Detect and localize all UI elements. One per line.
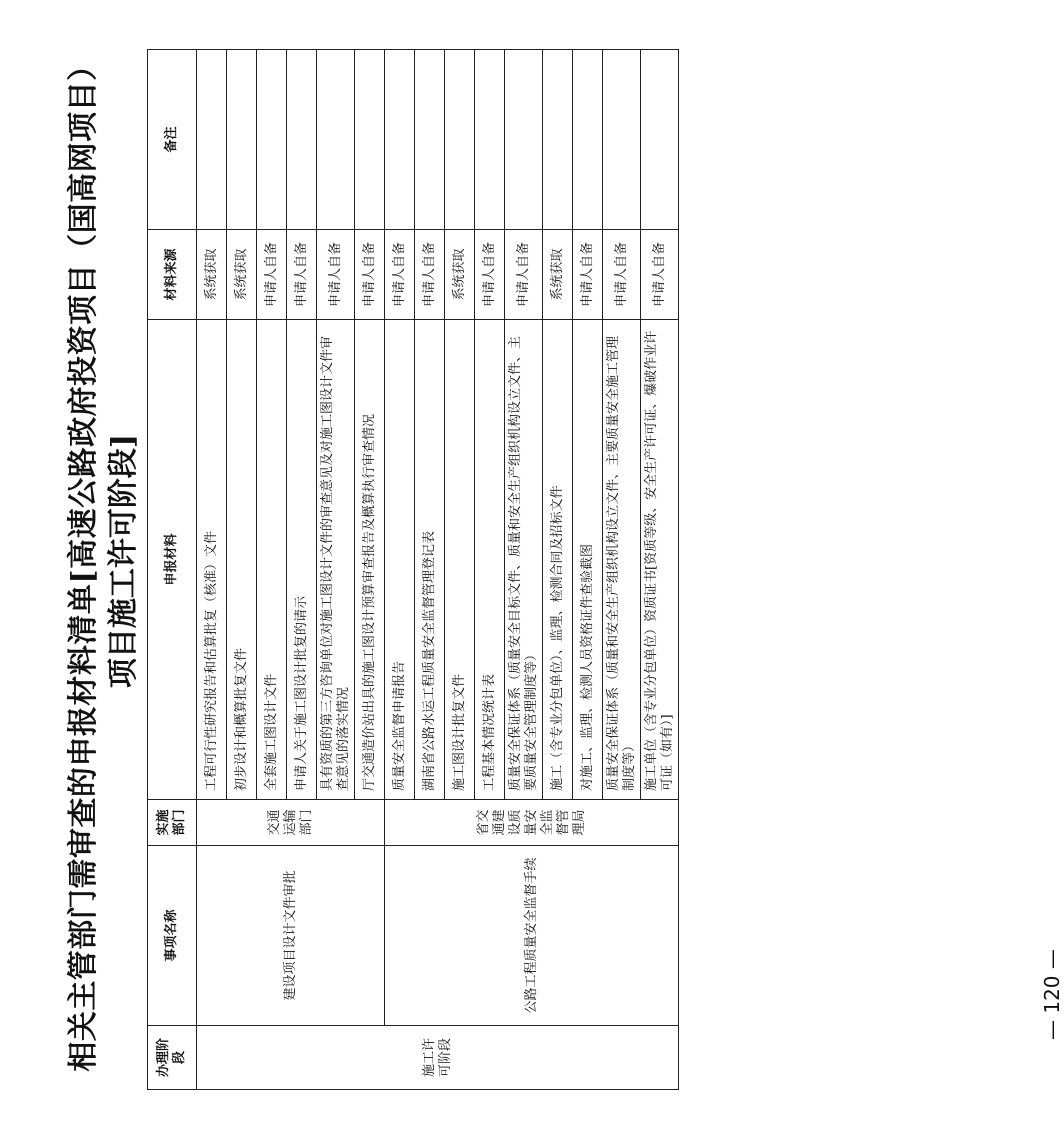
material-cell: 工程基本情况统计表 (475, 320, 505, 800)
source-cell: 申请人自备 (287, 230, 317, 320)
note-cell (385, 50, 415, 230)
table-header-row (148, 50, 197, 1090)
material-cell: 施工（含专业分包单位）、监理、检测合同及招标文件 (543, 320, 573, 800)
note-cell (317, 50, 355, 230)
source-cell: 申请人自备 (475, 230, 505, 320)
source-cell: 申请人自备 (603, 230, 641, 320)
note-cell (475, 50, 505, 230)
note-cell (355, 50, 385, 230)
page-title: 相关主管部门需审查的申报材料清单[高速公路政府投资项目（国高网项目） (66, 50, 101, 1072)
materials-table (147, 49, 679, 1090)
source-cell: 系统获取 (543, 230, 573, 320)
note-cell (603, 50, 641, 230)
material-cell: 施工图设计批复文件 (445, 320, 475, 800)
dept-cell: 交通运输部门 (197, 800, 385, 846)
note-cell (641, 50, 679, 230)
source-cell: 申请人自备 (641, 230, 679, 320)
note-cell (445, 50, 475, 230)
page-number: — 120 — (1040, 949, 1064, 1040)
table-row (385, 50, 415, 1090)
header-stage: 办理阶段 (148, 1026, 197, 1090)
material-cell: 质量安全保证体系（质量安全目标文件、质量和安全生产组织机构设立文件、主要质量安全管理制度等） (505, 320, 543, 800)
material-cell: 质量安全监督申请报告 (385, 320, 415, 800)
note-cell (573, 50, 603, 230)
material-cell: 对施工、监理、检测人员资格证件查验截图 (573, 320, 603, 800)
page-subtitle: 项目施工许可阶段] (106, 433, 141, 689)
material-cell: 质量安全保证体系（质量和安全生产组织机构设立文件、主要质量安全施工管理制度等） (603, 320, 641, 800)
source-cell: 系统获取 (227, 230, 257, 320)
header-source: 材料来源 (148, 230, 197, 320)
source-cell: 申请人自备 (573, 230, 603, 320)
note-cell (505, 50, 543, 230)
item-name-cell: 公路工程质量安全监督手续 (385, 846, 679, 1026)
material-cell: 全套施工图设计文件 (257, 320, 287, 800)
header-item-name: 事项名称 (148, 846, 197, 1026)
source-cell: 系统获取 (197, 230, 227, 320)
source-cell: 系统获取 (445, 230, 475, 320)
note-cell (415, 50, 445, 230)
source-cell: 申请人自备 (415, 230, 445, 320)
source-cell: 申请人自备 (317, 230, 355, 320)
header-dept: 实施部门 (148, 800, 197, 846)
note-cell (197, 50, 227, 230)
header-note: 备注 (148, 50, 197, 230)
material-cell: 初步设计和概算批复文件 (227, 320, 257, 800)
source-cell: 申请人自备 (385, 230, 415, 320)
material-cell: 具有资质的第三方咨询单位对施工图设计文件的审查意见及对施工图设计文件审查意见的落实情况 (317, 320, 355, 800)
note-cell (227, 50, 257, 230)
dept-cell: 省交通建设质量安全监督管理局 (385, 800, 679, 846)
note-cell (257, 50, 287, 230)
material-cell: 湖南省公路水运工程质量安全监督管理登记表 (415, 320, 445, 800)
stage-cell: 施工许可阶段 (197, 1026, 679, 1090)
header-materials: 申报材料 (148, 320, 197, 800)
table-row (197, 50, 227, 1090)
source-cell: 申请人自备 (257, 230, 287, 320)
material-cell: 申请人关于施工图设计批复的请示 (287, 320, 317, 800)
note-cell (287, 50, 317, 230)
item-name-cell: 建设项目设计文件审批 (197, 846, 385, 1026)
note-cell (543, 50, 573, 230)
material-cell: 厅交通造价站出具的施工图设计预算审查报告及概算执行审查情况 (355, 320, 385, 800)
table-body (197, 50, 679, 1090)
material-cell: 施工单位（含专业分包单位）资质证书[资质等级、安全生产许可证、爆破作业许可证（如有）] (641, 320, 679, 800)
source-cell: 申请人自备 (355, 230, 385, 320)
material-cell: 工程可行性研究报告和估算批复（核准）文件 (197, 320, 227, 800)
source-cell: 申请人自备 (505, 230, 543, 320)
